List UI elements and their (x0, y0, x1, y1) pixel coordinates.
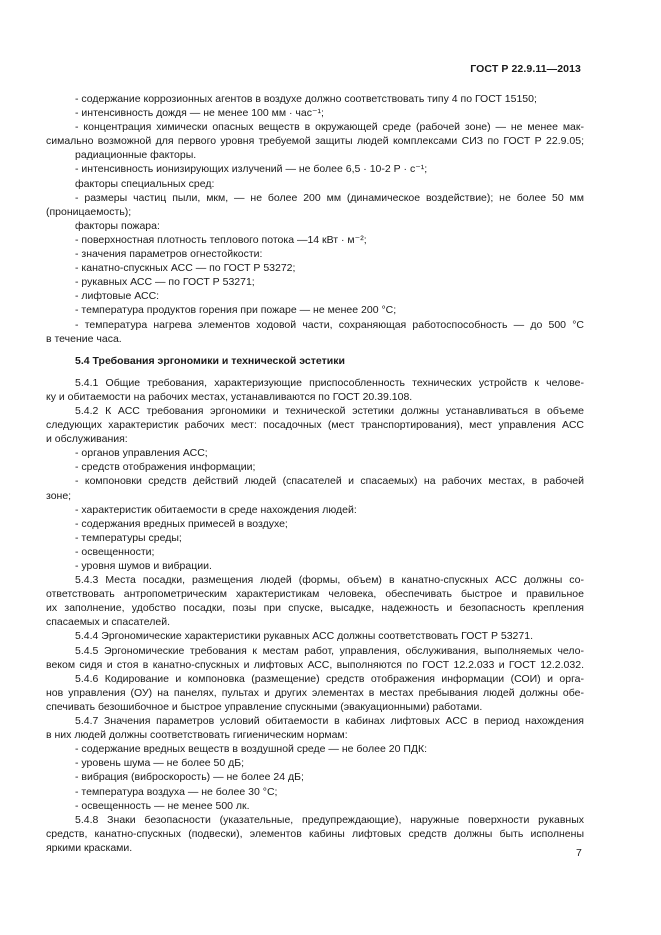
text-line: 5.4.3 Места посадки, размещения людей (формы, объем) в канатно-спускных АСС должны со- (75, 574, 584, 587)
text-line: - температуры среды; (75, 531, 182, 544)
text-line: следующих характеристик рабочих мест: посадочных (мест транспортирования), мест управления АСС (46, 419, 584, 432)
text-line: средств, канатно-спускных (подвески), элементов кабины лифтовых средств должны быть исполнены (46, 827, 584, 840)
section-5-3-continuation (46, 92, 584, 346)
text-line: - содержания вредных примесей в воздухе; (75, 517, 288, 530)
text-line: - значения параметров огнестойкости: (75, 248, 263, 261)
text-line: и обслуживания: (46, 433, 128, 446)
section-heading: 5.4 Требования эргономики и технической эстетики (75, 354, 345, 367)
text-line: - концентрация химически опасных веществ в окружающей среде (рабочей зоне) — не менее мак- (75, 121, 584, 134)
standard-header: ГОСТ Р 22.9.11—2013 (470, 63, 581, 75)
text-line: симально возможной для первого уровня требуемой защиты людей комплексами СИЗ по ГОСТ Р 22.9.05; (46, 135, 584, 148)
text-line: их заполнение, удобство посадки, позы при спуске, высадке, надежность и безопасность крепления (46, 602, 584, 615)
text-line: - уровень шума — не более 50 дБ; (75, 757, 245, 770)
document-body (46, 92, 584, 855)
text-line: в них людей должны соответствовать гигиеническим нормам: (46, 729, 348, 742)
text-line: - содержание вредных веществ в воздушной среде — не более 20 ПДК: (75, 743, 428, 756)
text-line: 5.4.2 К АСС требования эргономики и технической эстетики должны устанавливаться в объеме (75, 404, 584, 417)
text-line: ответствовать антропометрическим характеристикам человека, обеспечивать быстрое и правильное (46, 588, 584, 601)
text-line: - температура воздуха — не более 30 °С; (75, 785, 278, 798)
text-line: - температура нагрева элементов ходовой части, сохраняющая работоспособность — до 500 °С (75, 318, 584, 331)
text-line: - уровня шумов и вибрации. (75, 560, 212, 572)
text-line: - вибрация (виброскорость) — не более 24 дБ; (75, 771, 304, 784)
text-line: - лифтовые АСС: (75, 290, 160, 303)
section-5-4-body (46, 376, 584, 855)
text-line: веком сидя и стоя в канатно-спускных и лифтовых АСС, выполняются по ГОСТ 12.2.033 и ГОСТ 12.2.032. (46, 658, 584, 671)
text-line: - освещенности; (75, 545, 155, 558)
text-line: - интенсивность ионизирующих излучений — не более 6,5 · 10-2 Р · с⁻¹; (75, 163, 428, 176)
text-line: - освещенность — не менее 500 лк. (75, 799, 250, 812)
text-line: - поверхностная плотность теплового потока —14 кВт · м⁻²; (75, 233, 367, 246)
text-line: спасаемых и спасателей. (46, 616, 170, 629)
text-line: яркими красками. (46, 841, 133, 854)
text-line: - рукавных АСС — по ГОСТ Р 53271; (75, 276, 255, 289)
text-line: спечивать безошибочное и быстрое управление спускными (эвакуационными) работами. (46, 700, 483, 713)
text-line: 5.4.1 Общие требования, характеризующие приспособленность технических устройств к челове- (75, 376, 584, 389)
text-line: ку и обитаемости на рабочих местах, устанавливаются по ГОСТ 20.39.108. (46, 390, 413, 403)
text-line: зоне; (46, 489, 72, 502)
text-line: - размеры частиц пыли, мкм, — не более 200 мм (динамическое воздействие); не более 50 мм (75, 191, 584, 204)
text-line: радиационные факторы. (75, 149, 197, 162)
text-line: - характеристик обитаемости в среде нахождения людей: (75, 503, 357, 516)
text-line: в течение часа. (46, 332, 122, 345)
text-line: (проницаемость); (46, 205, 132, 218)
text-line: - содержание коррозионных агентов в воздухе должно соответствовать типу 4 по ГОСТ 15150; (75, 93, 537, 105)
page-number: 7 (576, 847, 582, 859)
text-line: 5.4.4 Эргономические характеристики рукавных АСС должны соответствовать ГОСТ Р 53271. (75, 630, 533, 643)
text-line: нов управления (ОУ) на панелях, пультах и других элементах в местах пребывания людей должны обе- (46, 686, 584, 699)
text-line: 5.4.6 Кодирование и компоновка (размещение) средств отображения информации (СОИ) и орга- (75, 672, 584, 685)
text-line: - температура продуктов горения при пожаре — не менее 200 °С; (75, 304, 397, 317)
text-line: - компоновки средств действий людей (спасателей и спасаемых) на рабочих местах, в рабочей (75, 475, 584, 488)
text-line: 5.4.8 Знаки безопасности (указательные, предупреждающие), наружные поверхности рукавных (75, 813, 584, 826)
text-line: - органов управления АСС; (75, 447, 208, 460)
text-line: 5.4.5 Эргономические требования к местам работ, управления, обслуживания, выполняемых чело- (75, 644, 584, 657)
text-line: факторы пожара: (75, 219, 160, 232)
text-line: факторы специальных сред: (75, 177, 215, 190)
text-line: - канатно-спускных АСС — по ГОСТ Р 53272; (75, 262, 296, 275)
text-line: - средств отображения информации; (75, 461, 256, 474)
text-line: - интенсивность дождя — не менее 100 мм · час⁻¹; (75, 107, 324, 120)
text-line: 5.4.7 Значения параметров условий обитаемости в кабинах лифтовых АСС в период нахождения (75, 715, 584, 728)
